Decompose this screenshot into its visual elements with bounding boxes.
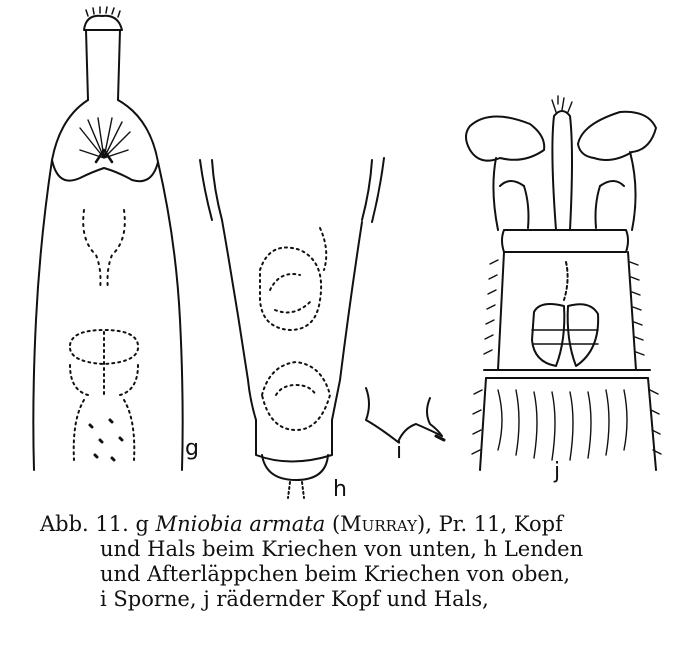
caption-author: (Murray)	[331, 512, 426, 536]
figure-label-j: j	[554, 459, 561, 484]
figure-label-g: g	[185, 436, 199, 461]
caption-line1-rest: , Pr. 11, Kopf	[425, 512, 563, 536]
figure-h-drawing	[200, 158, 384, 498]
figure-caption	[40, 512, 680, 612]
caption-line-2: und Hals beim Kriechen von unten, h Lenden	[100, 537, 584, 561]
caption-line-3: und Afterläppchen beim Kriechen von oben,	[100, 562, 571, 586]
figure-label-h: h	[333, 477, 347, 500]
figure-i-drawing	[366, 388, 444, 442]
caption-line-4: i Sporne, j rädernder Kopf und Hals,	[100, 587, 489, 611]
caption-prefix: Abb. 11. g	[40, 512, 156, 536]
caption-species: Mniobia armata	[155, 512, 326, 536]
caption-line-1	[40, 512, 680, 537]
figure-label-i: i	[396, 439, 403, 464]
figure-g-drawing	[33, 7, 182, 470]
figure-j-drawing	[466, 96, 661, 470]
